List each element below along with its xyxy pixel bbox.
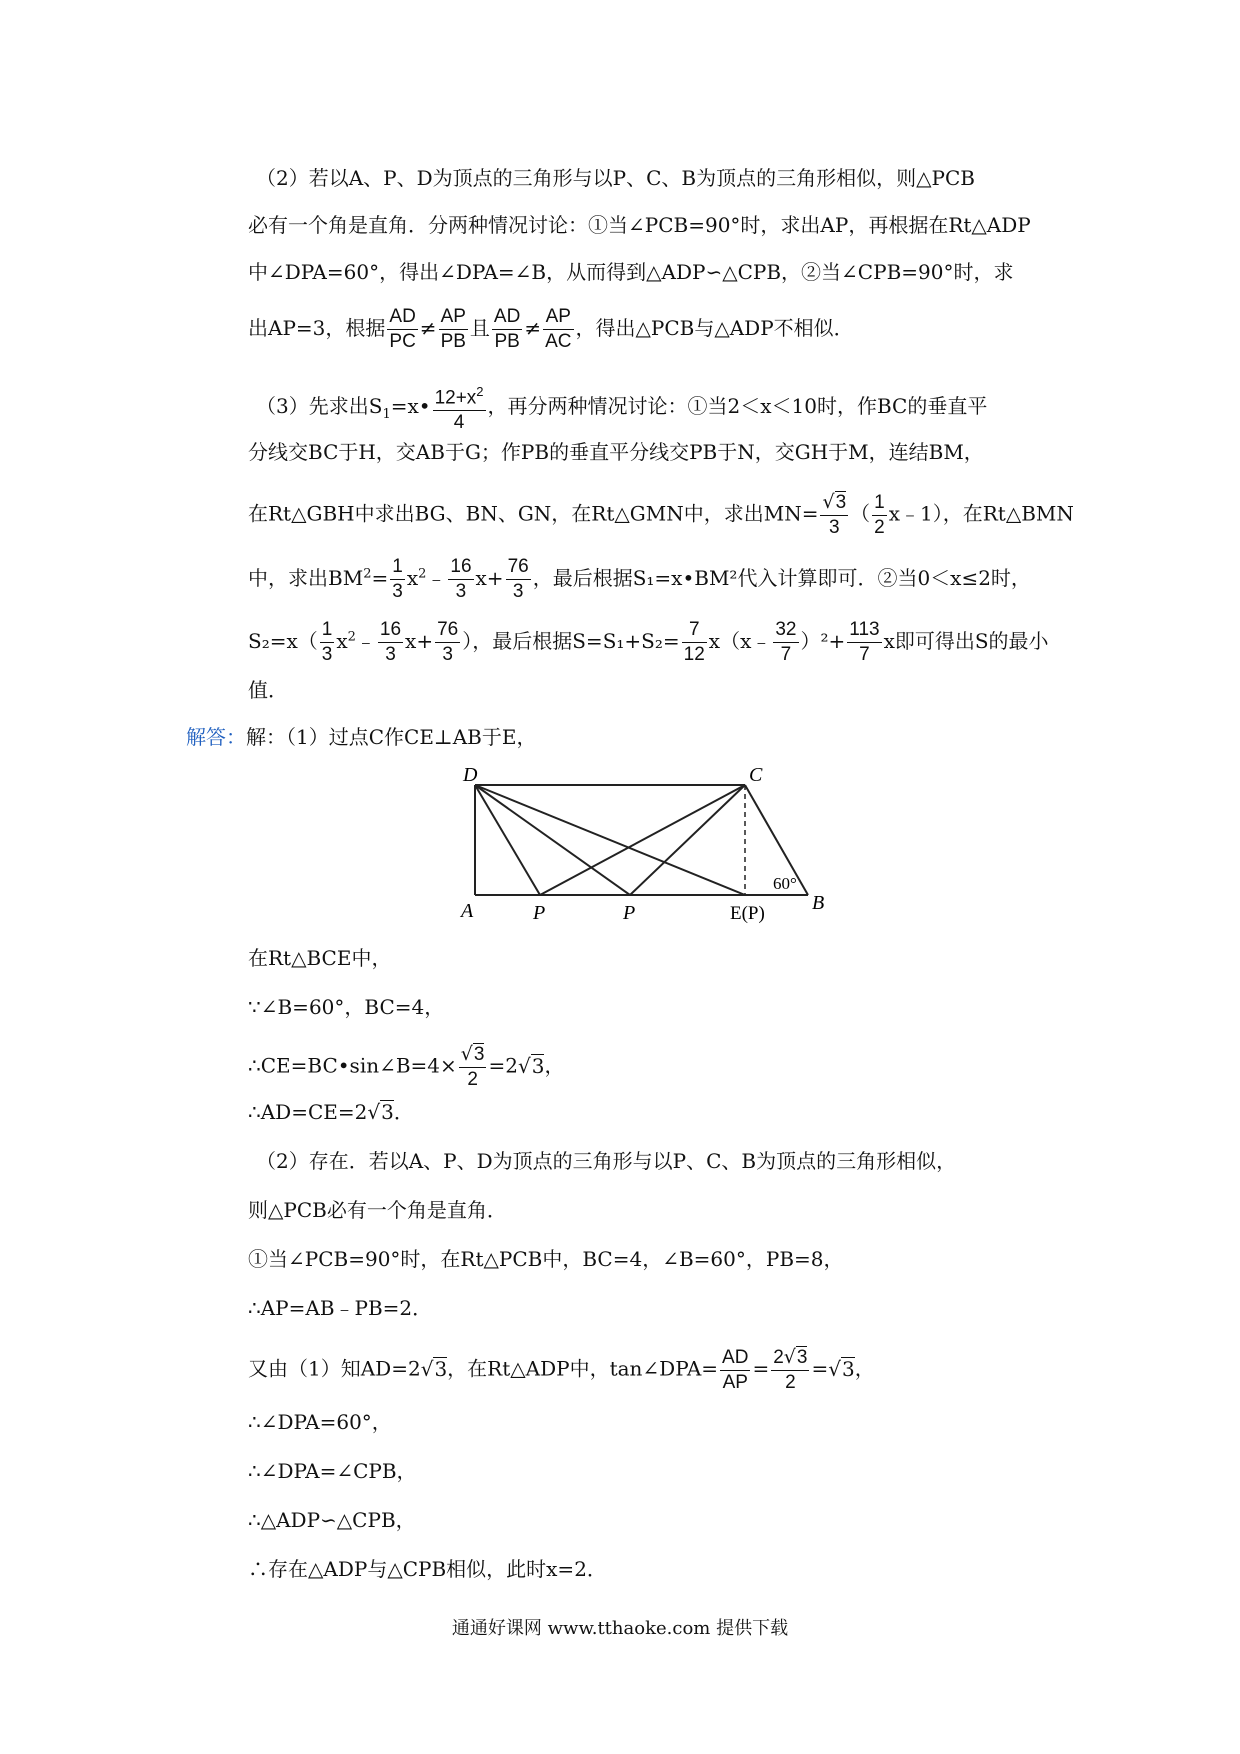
page-footer: 通通好课网 www.tthaoke.com 提供下载 <box>451 1618 789 1639</box>
fraction-1-3: $\frac{1}{3}$ <box>321 619 333 665</box>
analysis-p3-line5: S₂=x（ $\frac{1}{3}$ $x^2﹣$ $\frac{16}{3}$ x+ $\frac{76}{3}$ ），最后根据S=S₁+S₂= $\frac{7}{12}$ x（x﹣ $\frac{32}{7}$ ）²+ $\frac{113}{7}$ x即可得出S的最小 <box>248 619 1049 665</box>
solution-line1 <box>186 723 536 751</box>
label-C: C <box>749 765 763 786</box>
analysis-p2-line2: 必有一个角是直角．分两种情况讨论：①当∠PCB=90°时，求出AP，再根据在Rt△ADP <box>248 213 1031 237</box>
fraction-2sqrt3-2: $\frac{2√3}{2}$ <box>773 1346 808 1393</box>
fraction-ap-ac: $\frac{AP}{AC}$ <box>545 306 572 352</box>
solution-s9: ∴AP=AB﹣PB=2． <box>248 1296 433 1320</box>
fraction-half: $\frac{1}{2}$ <box>874 491 885 538</box>
text: 出AP=3，根据 <box>248 316 386 340</box>
solution-s2: 在Rt△BCE中， <box>248 946 392 970</box>
fraction-7-12: $\frac{7}{12}$ <box>683 619 705 665</box>
solution-s5: ∴AD=CE=2√3． <box>248 1100 414 1124</box>
fraction-ap-pb: $\frac{AP}{PB}$ <box>440 306 466 352</box>
solution-s11: ∴∠DPA=60°， <box>248 1410 392 1434</box>
fraction-16-3: $\frac{16}{3}$ <box>450 556 472 602</box>
solution-s14: ∴存在△ADP与△CPB相似，此时x=2． <box>248 1557 607 1581</box>
neq-symbol: ≠ <box>419 316 437 340</box>
analysis-p2-line3: 中∠DPA=60°，得出∠DPA=∠B，从而得到△ADP∽△CPB，②当∠CPB=90°时，求 <box>248 260 1014 284</box>
analysis-p3-line3: 在Rt△GBH中求出BG、BN、GN，在Rt△GMN中，求出MN= $\frac{√3}{3}$ （ $\frac{1}{2}$ x﹣1），在Rt△BMN <box>248 491 1074 538</box>
fraction-1-3: $\frac{1}{3}$ <box>392 556 403 602</box>
fraction-ad-pc: $\frac{AD}{PC}$ <box>389 306 416 352</box>
solution-s1: 解：（1）过点C作CE⊥AB于E， <box>246 725 537 749</box>
label-P2: P <box>623 902 636 924</box>
text: 且 <box>469 316 490 340</box>
fraction-sqrt3-2: $\frac{√3}{2}$ <box>460 1043 485 1090</box>
label-E-P: E(P) <box>730 903 765 924</box>
label-A: A <box>461 900 474 922</box>
analysis-p3-line6: 值． <box>248 678 288 702</box>
neq-symbol: ≠ <box>524 316 542 340</box>
label-B: B <box>812 892 825 914</box>
analysis-p3-line1: （3）先求出$S_1=x•$ $\frac{12+x^2}{4}$ ，再分两种情况讨论：①当2＜x＜10时，作BC的垂直平 <box>256 380 987 435</box>
solution-s6: （2）存在．若以A、P、D为顶点的三角形与以P、C、B为顶点的三角形相似， <box>256 1149 957 1173</box>
solution-s13: ∴△ADP∽△CPB， <box>248 1508 416 1532</box>
fraction-76-3: $\frac{76}{3}$ <box>437 619 459 665</box>
solution-s4: ∴CE=BC•sin∠B=4× $\frac{√3}{2}$ =2√3， <box>248 1043 565 1090</box>
fraction-ad-ap: $\frac{AD}{AP}$ <box>722 1346 749 1393</box>
solution-s3: ∵∠B=60°，BC=4， <box>248 995 445 1019</box>
fraction-32-7: $\frac{32}{7}$ <box>775 619 797 665</box>
analysis-p2-line4 <box>248 305 854 354</box>
fraction-76-3: $\frac{76}{3}$ <box>507 556 529 602</box>
fraction-s1: $\frac{12+x^2}{4}$ <box>433 380 486 435</box>
label-D: D <box>463 765 478 786</box>
label-angle-60: 60° <box>773 874 797 893</box>
analysis-p3-line2: 分线交BC于H，交AB于G；作PB的垂直平分线交PB于N，交GH于M，连结BM， <box>248 440 984 464</box>
solution-tag: 解答： <box>186 725 246 749</box>
label-P1: P <box>533 902 546 924</box>
solution-s10: 又由（1）知AD=2√3，在Rt△ADP中，tan∠DPA= $\frac{AD}{AP}$ = $\frac{2√3}{2}$ =√3， <box>248 1346 875 1393</box>
fraction-sqrt3-3: $\frac{√3}{3}$ <box>822 491 847 538</box>
fraction-113-7: $\frac{113}{7}$ <box>849 619 880 665</box>
analysis-p3-line4: 中，求出$BM^2=$ $\frac{1}{3}$ $x^2﹣$ $\frac{16}{3}$ x+ $\frac{76}{3}$ ，最后根据S₁=x•BM²代入计算即可．②当0＜x≤2时， <box>248 556 1031 602</box>
geometry-figure <box>455 765 855 925</box>
analysis-p2-line1: （2）若以A、P、D为顶点的三角形与以P、C、B为顶点的三角形相似，则△PCB <box>256 166 975 190</box>
fraction-16-3: $\frac{16}{3}$ <box>379 619 402 665</box>
solution-s12: ∴∠DPA=∠CPB， <box>248 1459 417 1483</box>
text: ，得出△PCB与△ADP不相似． <box>575 316 854 340</box>
solution-s7: 则△PCB必有一个角是直角． <box>248 1198 507 1222</box>
solution-s8: ①当∠PCB=90°时，在Rt△PCB中，BC=4，∠B=60°，PB=8， <box>248 1247 844 1271</box>
fraction-ad-pb: $\frac{AD}{PB}$ <box>493 306 521 352</box>
